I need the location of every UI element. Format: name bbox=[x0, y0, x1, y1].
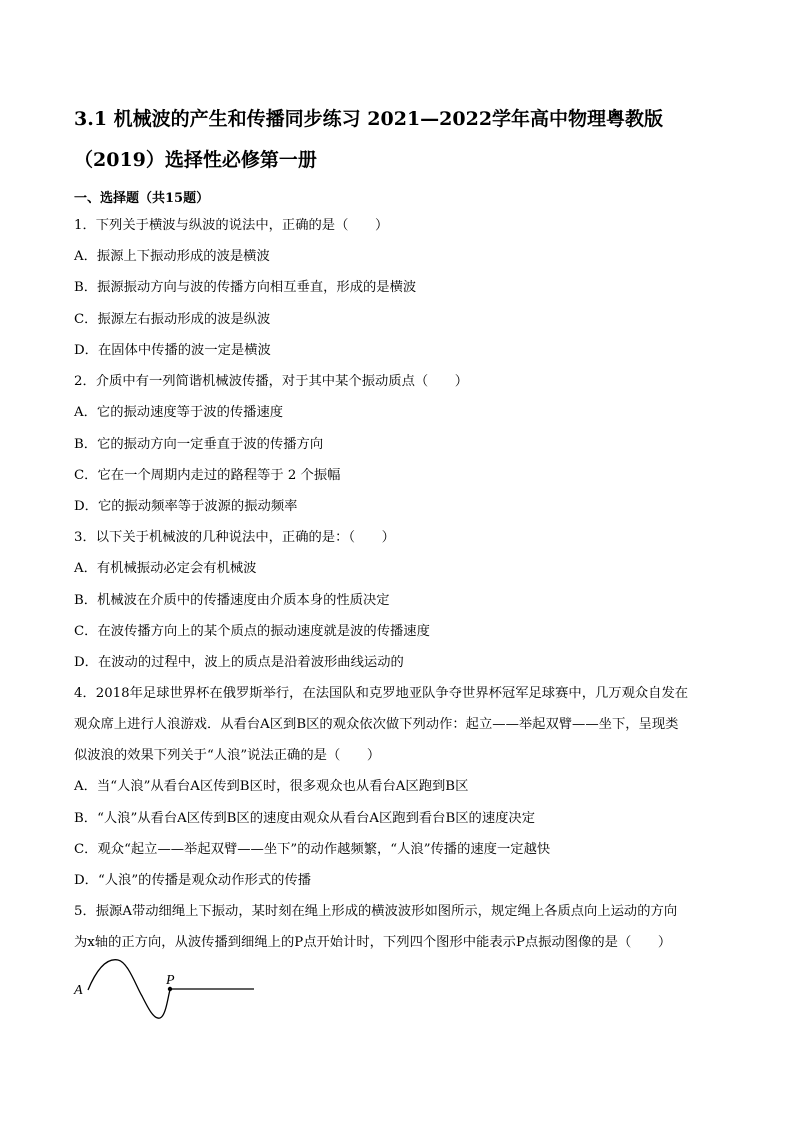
question-4-stem-line-1: 4．2018年足球世界杯在俄罗斯举行，在法国队和克罗地亚队争夺世界杯冠军足球赛中，几万观众自发在 bbox=[74, 686, 689, 701]
question-1-option-c: C．振源左右振动形成的波是纵波 bbox=[74, 312, 271, 327]
question-3-stem: 3．以下关于机械波的几种说法中，正确的是：（ ） bbox=[74, 530, 395, 545]
question-3-option-b: B．机械波在介质中的传播速度由介质本身的性质决定 bbox=[74, 593, 390, 608]
question-2-option-d: D．它的振动频率等于波源的振动频率 bbox=[74, 499, 298, 514]
section-heading: 一、选择题（共15题） bbox=[74, 191, 210, 206]
question-4-stem-line-2: 观众席上进行人浪游戏．从看台A区到B区的观众依次做下列动作：起立——举起双臂——坐下，呈现类 bbox=[74, 717, 679, 732]
question-2-option-a: A．它的振动速度等于波的传播速度 bbox=[74, 405, 284, 420]
question-3-option-c: C．在波传播方向上的某个质点的振动速度就是波的传播速度 bbox=[74, 624, 430, 639]
question-5-stem-line-1: 5．振源A带动细绳上下振动，某时刻在绳上形成的横波波形如图所示，规定绳上各质点向上运动的方向 bbox=[74, 904, 678, 919]
question-4-option-b: B．“人浪”从看台A区传到B区的速度由观众从看台A区跑到看台B区的速度决定 bbox=[74, 811, 536, 826]
question-2-option-b: B．它的振动方向一定垂直于波的传播方向 bbox=[74, 437, 324, 452]
wave-figure bbox=[70, 956, 270, 1028]
question-1-option-a: A．振源上下振动形成的波是横波 bbox=[74, 249, 270, 264]
label-a: A bbox=[74, 983, 83, 998]
question-4-stem-line-3: 似波浪的效果下列关于“人浪”说法正确的是（ ） bbox=[74, 748, 381, 763]
wave-curve bbox=[88, 960, 170, 1019]
question-2-option-c: C．它在一个周期内走过的路程等于 2 个振幅 bbox=[74, 468, 341, 483]
question-3-option-a: A．有机械振动必定会有机械波 bbox=[74, 561, 257, 576]
question-4-option-c: C．观众“起立——举起双臂——坐下”的动作越频繁，“人浪”传播的速度一定越快 bbox=[74, 842, 551, 857]
document-title-line-1: 3.1 机械波的产生和传播同步练习 2021—2022学年高中物理粤教版 bbox=[74, 108, 664, 130]
label-p: P bbox=[166, 973, 175, 988]
question-4-option-a: A．当“人浪”从看台A区传到B区时，很多观众也从看台A区跑到B区 bbox=[74, 779, 469, 794]
question-4-option-d: D．“人浪”的传播是观众动作形式的传播 bbox=[74, 873, 312, 888]
question-5-stem-line-2: 为x轴的正方向，从波传播到细绳上的P点开始计时，下列四个图形中能表示P点振动图像的是（ ） bbox=[74, 935, 672, 950]
question-3-option-d: D．在波动的过程中，波上的质点是沿着波形曲线运动的 bbox=[74, 655, 404, 670]
question-1-option-d: D．在固体中传播的波一定是横波 bbox=[74, 343, 271, 358]
document-title-line-2: （2019）选择性必修第一册 bbox=[74, 149, 317, 171]
question-2-stem: 2．介质中有一列简谐机械波传播，对于其中某个振动质点（ ） bbox=[74, 374, 469, 389]
question-1-option-b: B．振源振动方向与波的传播方向相互垂直，形成的是横波 bbox=[74, 280, 417, 295]
question-1-stem: 1．下列关于横波与纵波的说法中，正确的是（ ） bbox=[74, 218, 389, 233]
